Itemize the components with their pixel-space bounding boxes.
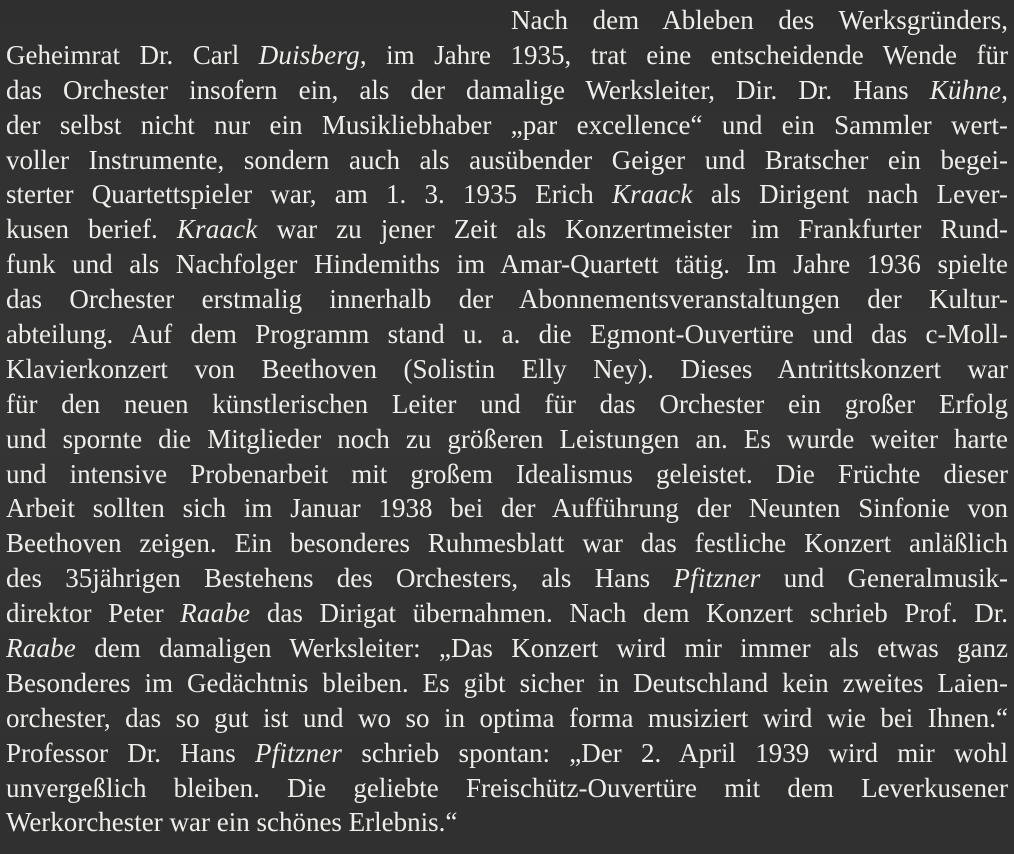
- text-segment: voller Instrumente, sondern auch als ausübender Geiger und Bratscher ein begei-: [6, 144, 1008, 175]
- text-line: [6, 108, 1008, 143]
- text-segment: orchester, das so gut ist und wo so in optima forma musiziert wird wie bei Ihnen.“: [6, 702, 1008, 733]
- text-line: [6, 457, 1008, 492]
- text-line: [6, 317, 1008, 352]
- text-line: [6, 247, 1008, 282]
- italic-name: Kraack: [176, 214, 258, 245]
- text-line: [6, 422, 1008, 457]
- text-segment: unvergeßlich bleiben. Die geliebte Freischütz-Ouvertüre mit dem Leverkusener: [6, 772, 1008, 803]
- text-segment: Werkorchester war ein schönes Erlebnis.“: [6, 807, 458, 838]
- text-segment: schrieb spontan: „Der 2. April 1939 wird mir wohl: [342, 737, 1008, 768]
- text-segment: Beethoven zeigen. Ein besonderes Ruhmesblatt war das festliche Konzert anläßlich: [6, 528, 1008, 559]
- text-segment: ,: [1001, 74, 1008, 105]
- italic-name: Raabe: [6, 633, 76, 664]
- text-line: [6, 212, 1008, 247]
- italic-name: Duisberg: [258, 39, 360, 70]
- text-line: [6, 736, 1008, 771]
- text-segment: sterter Quartettspieler war, am 1. 3. 1935 Erich: [6, 179, 612, 210]
- text-line: [6, 561, 1008, 596]
- italic-name: Kühne: [929, 74, 1002, 105]
- italic-name: Pfitzner: [673, 563, 761, 594]
- text-segment: und Generalmusik-: [760, 563, 1008, 594]
- italic-name: Raabe: [180, 598, 251, 629]
- text-segment: dem damaligen Werksleiter: „Das Konzert wird mir immer als etwas ganz: [75, 633, 1008, 664]
- text-segment: Klavierkonzert von Beethoven (Solistin Elly Ney). Dieses Antrittskonzert war: [6, 353, 1008, 384]
- text-segment: Arbeit sollten sich im Januar 1938 bei der Aufführung der Neunten Sinfonie von: [6, 493, 1008, 524]
- italic-name: Pfitzner: [254, 737, 343, 768]
- text-segment: das Orchester erstmalig innerhalb der Abonnementsveranstaltungen der Kultur-: [6, 284, 1008, 315]
- text-line: [6, 38, 1008, 73]
- text-line: [6, 352, 1008, 387]
- body-text: [6, 3, 1008, 840]
- italic-name: Kraack: [611, 179, 693, 210]
- text-line: [6, 73, 1008, 108]
- text-line: [6, 177, 1008, 212]
- text-segment: Geheimrat Dr. Carl: [6, 39, 259, 70]
- text-line: [6, 771, 1008, 806]
- text-segment: , im Jahre 1935, trat eine entscheidende Wende für: [359, 39, 1008, 70]
- text-segment: Nach dem Ableben des Werksgründers,: [511, 5, 1008, 35]
- text-line: [6, 596, 1008, 631]
- text-segment: für den neuen künstlerischen Leiter und für das Orchester ein großer Erfolg: [6, 388, 1008, 419]
- text-segment: das Dirigat übernahmen. Nach dem Konzert schrieb Prof. Dr.: [250, 598, 1008, 629]
- text-line: [6, 701, 1008, 736]
- text-line: [6, 805, 1008, 840]
- text-segment: kusen berief.: [6, 214, 177, 245]
- text-segment: Besonderes im Gedächtnis bleiben. Es gibt sicher in Deutschland kein zweites Laien-: [6, 667, 1008, 698]
- text-line: [6, 3, 1008, 38]
- text-segment: und spornte die Mitglieder noch zu größeren Leistungen an. Es wurde weiter harte: [6, 423, 1008, 454]
- text-segment: war zu jener Zeit als Konzertmeister im Frankfurter Rund-: [257, 214, 1008, 245]
- text-line: [6, 666, 1008, 701]
- text-segment: und intensive Probenarbeit mit großem Idealismus geleistet. Die Früchte dieser: [6, 458, 1008, 489]
- text-line: [6, 491, 1008, 526]
- text-segment: direktor Peter: [6, 598, 181, 629]
- text-segment: funk und als Nachfolger Hindemiths im Amar-Quartett tätig. Im Jahre 1936 spielte: [6, 249, 1008, 280]
- text-segment: das Orchester insofern ein, als der damalige Werksleiter, Dir. Dr. Hans: [6, 74, 930, 105]
- text-segment: abteilung. Auf dem Programm stand u. a. die Egmont-Ouvertüre und das c-Moll-: [6, 319, 1008, 350]
- text-line: [6, 143, 1008, 178]
- text-line: [6, 631, 1008, 666]
- text-segment: als Dirigent nach Lever-: [692, 179, 1008, 210]
- text-segment: Professor Dr. Hans: [6, 737, 255, 768]
- text-segment: der selbst nicht nur ein Musikliebhaber „par excellence“ und ein Sammler wert-: [6, 109, 1008, 140]
- text-line: [6, 387, 1008, 422]
- text-segment: des 35jährigen Bestehens des Orchesters, als Hans: [6, 563, 674, 594]
- text-line: [6, 526, 1008, 561]
- text-line: [6, 282, 1008, 317]
